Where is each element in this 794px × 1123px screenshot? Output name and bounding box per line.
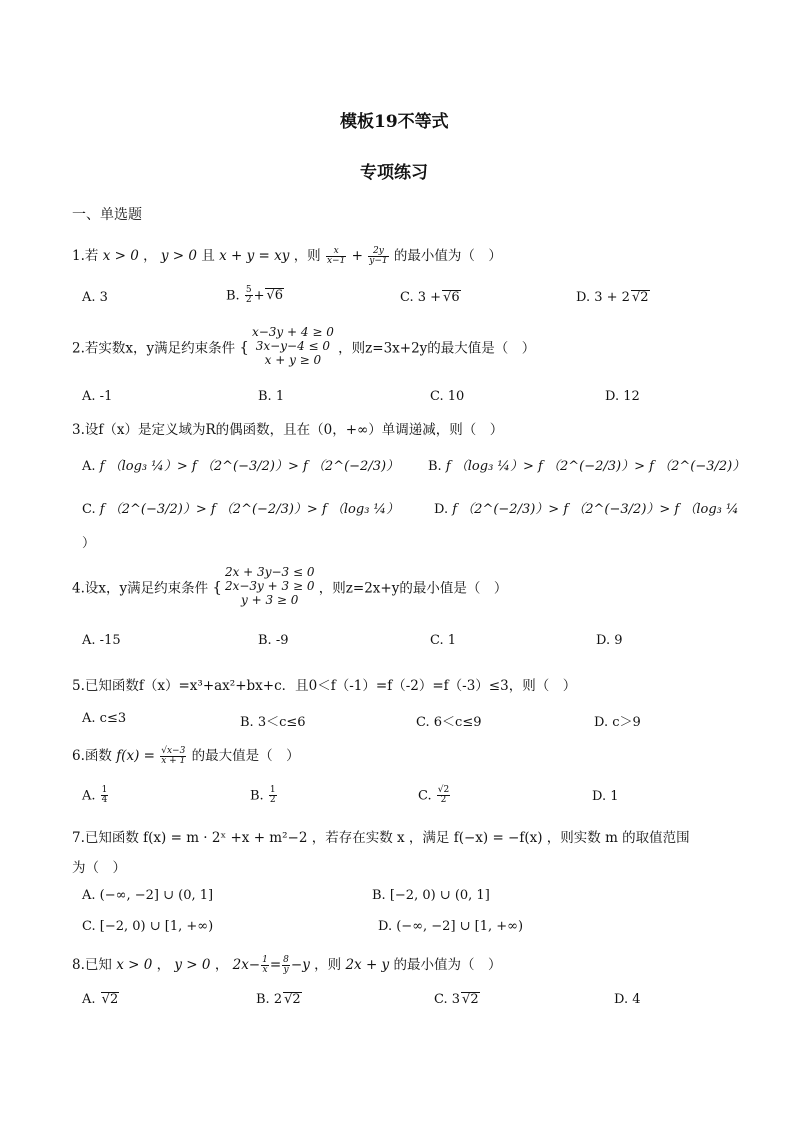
question-7-option-a: A. (−∞, −2] ∪ (0, 1] (82, 888, 214, 903)
question-8-option-d: D. 4 (614, 992, 641, 1007)
question-3-option-a: A. f （log₃ ¼）> f （2^(−3/2)）> f （2^(−2/3)） (82, 459, 400, 474)
question-2-option-d: D. 12 (605, 389, 640, 404)
question-1-stem: 1.若 x > 0 ， y > 0 且 x + y = xy ，则 $\frac{x}{x-1}$ + $\frac{2y}{y-1}$ 的最小值为（ ） (72, 245, 502, 266)
question-1-option-b: B. $\frac{5}{2}$ + √6 (226, 285, 284, 306)
question-8-stem: 8.已知 x > 0 ， y > 0 ， 2x− $\frac{1}{x}$ = $\frac{8}{y}$ −y ，则 2x + y 的最小值为（ ） (72, 954, 502, 975)
question-8-option-c: C. 3 √2 (434, 992, 479, 1007)
question-5-option-a: A. c≤3 (82, 711, 127, 726)
question-3-option-c: C. f （2^(−3/2)）> f （2^(−2/3)）> f （log₃ ¼） (82, 502, 400, 517)
brace-icon: { (212, 577, 222, 596)
page-title: 模板19不等式 (340, 112, 449, 132)
question-6-stem: 6.函数 f(x) = $\frac{√x-3}{x + 1}$ 的最大值是（ ） (72, 745, 300, 766)
section-heading: 一、单选题 (72, 207, 142, 223)
question-2-option-b: B. 1 (258, 389, 285, 404)
question-3-option-d-cont: ） (82, 536, 96, 551)
question-5-option-c: C. 6＜c≤9 (416, 715, 482, 730)
question-8-option-b: B. 2 √2 (256, 992, 301, 1007)
question-2-option-a: A. -1 (82, 389, 113, 404)
question-2-option-c: C. 10 (430, 389, 465, 404)
question-1-option-d: D. 3 + 2 √2 (576, 290, 649, 305)
question-5-option-b: B. 3＜c≤6 (240, 715, 306, 730)
page-subtitle: 专项练习 (360, 163, 428, 183)
question-7-option-b: B. [−2, 0) ∪ (0, 1] (372, 888, 490, 903)
question-1-option-a: A. 3 (82, 290, 108, 305)
question-7-stem-line1: 7.已知函数 f(x) = m · 2ˣ +x + m²−2 ，若存在实数 x ，满足 f(−x) = −f(x) ，则实数 m 的取值范围 (72, 830, 690, 846)
question-3-stem: 3.设f（x）是定义域为R的偶函数，且在（0，+∞）单调递减，则（ ） (72, 422, 504, 438)
question-2-stem: 2.若实数x，y满足约束条件 { x−3y + 4 ≥ 0 3x−y−4 ≤ 0 x + y ≥ 0 ，则z=3x+2y的最大值是（ ） (72, 325, 536, 367)
question-4-option-b: B. -9 (258, 633, 289, 648)
question-4-option-a: A. -15 (82, 633, 121, 648)
question-7-stem-line2: 为（ ） (72, 860, 126, 876)
question-5-stem: 5.已知函数f（x）=x³+ax²+bx+c．且0＜f（-1）=f（-2）=f（-3）≤3，则（ ） (72, 678, 577, 694)
question-7-option-c: C. [−2, 0) ∪ [1, +∞) (82, 919, 214, 934)
question-6-option-a: A. $\frac{1}{4}$ (82, 785, 108, 806)
question-5-option-d: D. c＞9 (594, 715, 641, 730)
question-3-option-b: B. f （log₃ ¼）> f （2^(−2/3)）> f （2^(−3/2)） (428, 459, 746, 474)
question-4-option-c: C. 1 (430, 633, 457, 648)
question-6-option-d: D. 1 (592, 789, 619, 804)
question-3-option-d: D. f （2^(−2/3)）> f （2^(−3/2)）> f （log₃ ¼ (434, 502, 739, 517)
brace-icon: { (239, 337, 249, 356)
question-6-option-b: B. $\frac{1}{2}$ (250, 785, 276, 806)
question-4-option-d: D. 9 (596, 633, 623, 648)
question-7-option-d: D. (−∞, −2] ∪ [1, +∞) (378, 919, 524, 934)
question-4-stem: 4.设x，y满足约束条件 { 2x + 3y−3 ≤ 0 2x−3y + 3 ≥ 0 y + 3 ≥ 0 ，则z=2x+y的最小值是（ ） (72, 565, 508, 607)
question-1-option-c: C. 3 + √6 (400, 290, 460, 305)
question-8-option-a: A. √2 (82, 992, 119, 1007)
question-6-option-c: C. $\frac{√2}{2}$ (418, 785, 450, 806)
